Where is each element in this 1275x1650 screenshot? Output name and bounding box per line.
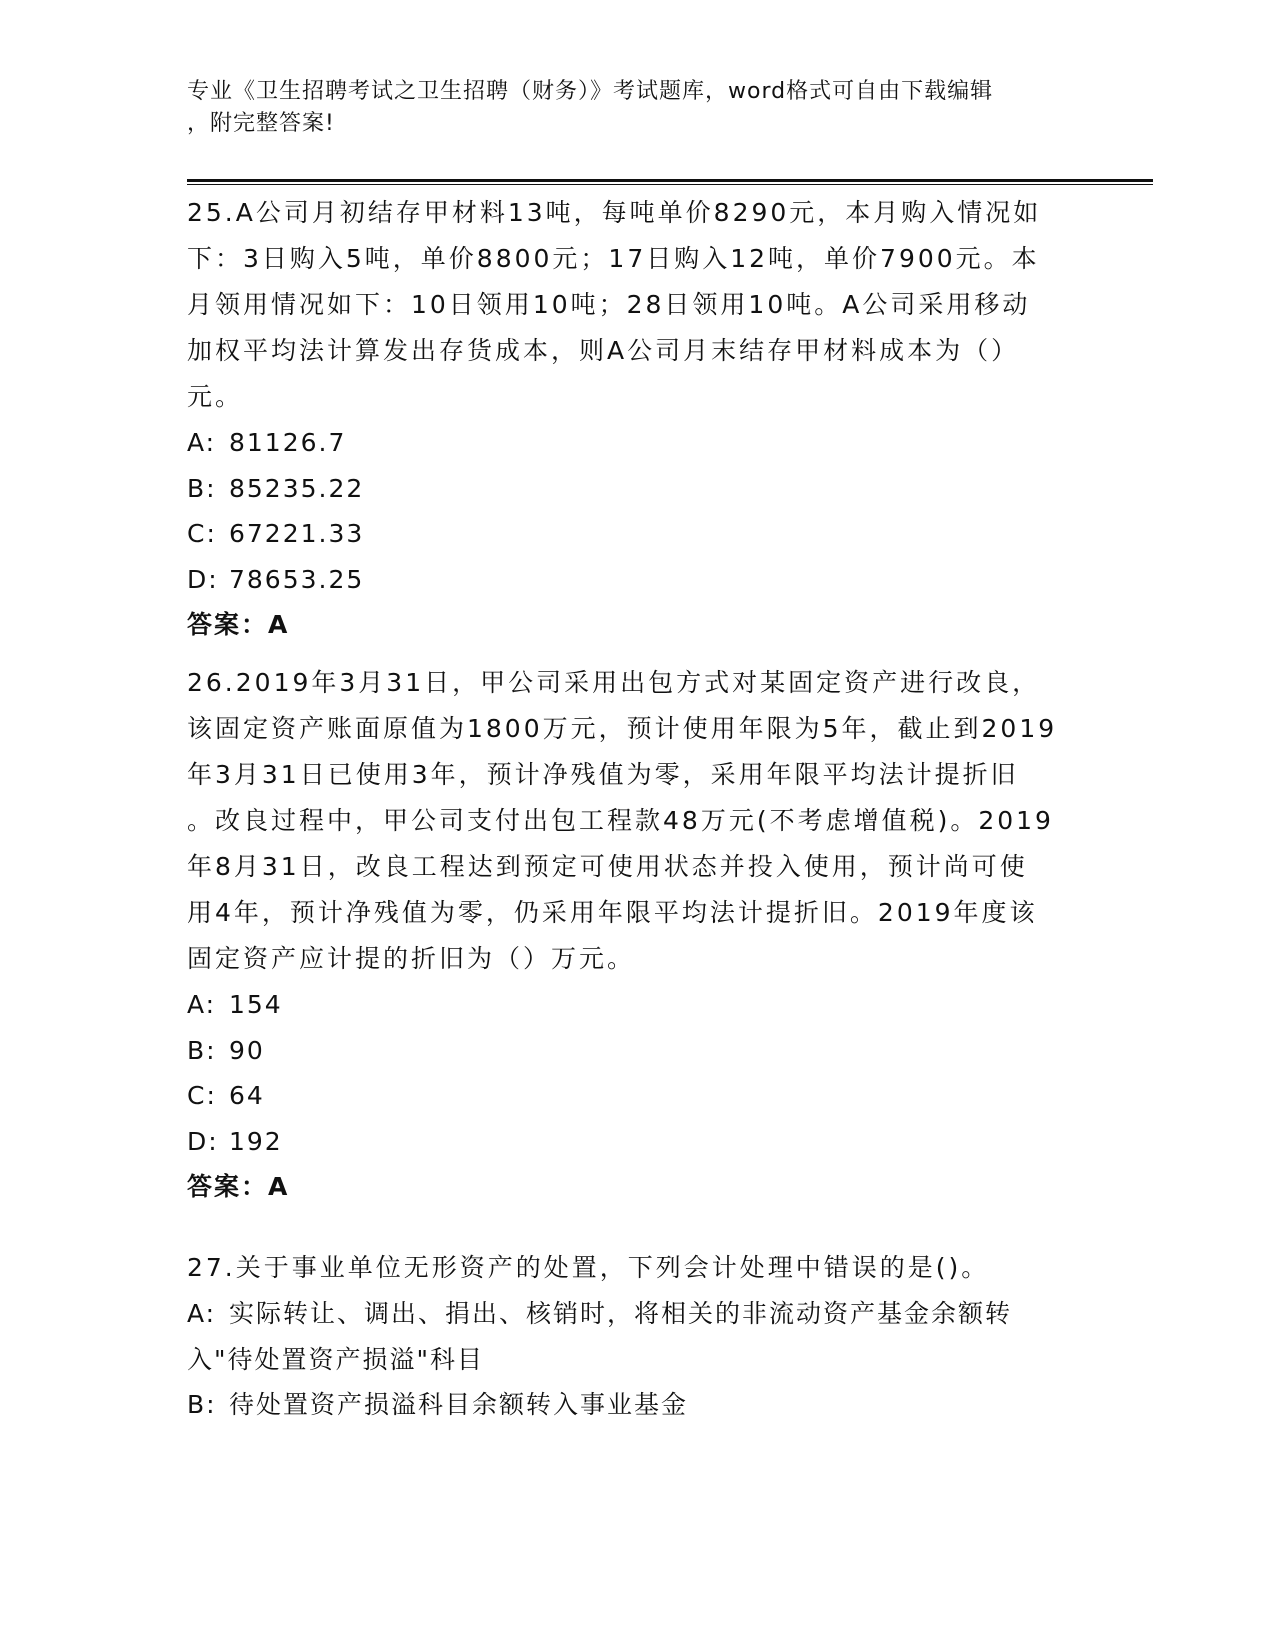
question-25 bbox=[187, 190, 1087, 648]
option-b bbox=[187, 1028, 1087, 1074]
option-b bbox=[187, 1382, 1087, 1428]
document-header bbox=[187, 76, 1087, 140]
option-a bbox=[187, 982, 1087, 1028]
option-text: 64 bbox=[229, 1081, 265, 1110]
option-c bbox=[187, 511, 1087, 557]
option-label: D: bbox=[187, 564, 219, 594]
answer-line: 答案：A bbox=[187, 1172, 290, 1201]
question-line: 27.关于事业单位无形资产的处置，下列会计处理中错误的是()。 bbox=[187, 1253, 990, 1282]
question-26 bbox=[187, 660, 1087, 1210]
option-label: D: bbox=[187, 1126, 219, 1156]
question-line: 用4年，预计净残值为零，仍采用年限平均法计提折旧。2019年度该 bbox=[187, 898, 1038, 927]
question-line: 元。 bbox=[187, 382, 244, 411]
answer-line: 答案：A bbox=[187, 610, 290, 639]
option-text: 待处置资产损溢科目余额转入事业基金 bbox=[229, 1390, 689, 1419]
option-label: C: bbox=[187, 519, 217, 548]
option-label: A: bbox=[187, 990, 217, 1019]
question-line: 下：3日购入5吨，单价8800元；17日购入12吨，单价7900元。本 bbox=[187, 244, 1040, 273]
option-c bbox=[187, 1073, 1087, 1119]
option-label: B: bbox=[187, 1390, 217, 1419]
option-a-continuation: 入"待处置资产损溢"科目 bbox=[187, 1344, 484, 1374]
option-text: 67221.33 bbox=[229, 519, 365, 548]
question-line: 26.2019年3月31日，甲公司采用出包方式对某固定资产进行改良， bbox=[187, 668, 1041, 697]
header-divider-thick bbox=[187, 179, 1153, 182]
option-text: 154 bbox=[229, 990, 283, 1019]
question-line: 。改良过程中，甲公司支付出包工程款48万元(不考虑增值税)。2019 bbox=[187, 806, 1054, 835]
question-line: 月领用情况如下：10日领用10吨；28日领用10吨。A公司采用移动 bbox=[187, 290, 1031, 319]
option-b bbox=[187, 466, 1087, 512]
header-divider-thin bbox=[187, 184, 1153, 185]
option-a bbox=[187, 420, 1087, 466]
question-line: 加权平均法计算发出存货成本，则A公司月末结存甲材料成本为（） bbox=[187, 336, 1020, 365]
question-line: 固定资产应计提的折旧为（）万元。 bbox=[187, 944, 636, 973]
option-a bbox=[187, 1291, 1087, 1337]
header-line-1: 专业《卫生招聘考试之卫生招聘（财务）》考试题库，word格式可自由下载编辑 bbox=[187, 79, 994, 104]
option-label: A: bbox=[187, 428, 217, 457]
option-text: 81126.7 bbox=[229, 428, 347, 457]
question-line: 年8月31日，改良工程达到预定可使用状态并投入使用，预计尚可使 bbox=[187, 852, 1028, 881]
option-text: 192 bbox=[229, 1126, 283, 1156]
option-label: B: bbox=[187, 1035, 217, 1065]
option-text: 90 bbox=[229, 1035, 265, 1065]
option-text: 78653.25 bbox=[229, 564, 365, 594]
option-label: A: bbox=[187, 1299, 217, 1328]
option-text: 85235.22 bbox=[229, 473, 365, 503]
option-label: C: bbox=[187, 1081, 217, 1110]
question-line: 该固定资产账面原值为1800万元，预计使用年限为5年，截止到2019 bbox=[187, 714, 1058, 743]
option-d bbox=[187, 557, 1087, 603]
question-line: 年3月31日已使用3年，预计净残值为零，采用年限平均法计提折旧 bbox=[187, 760, 1019, 789]
option-d bbox=[187, 1119, 1087, 1165]
option-label: B: bbox=[187, 473, 217, 503]
option-text: 实际转让、调出、捐出、核销时，将相关的非流动资产基金余额转 bbox=[229, 1299, 1013, 1328]
header-line-2: ，附完整答案! bbox=[187, 111, 335, 136]
question-line: 25.A公司月初结存甲材料13吨，每吨单价8290元，本月购入情况如 bbox=[187, 198, 1042, 227]
question-27 bbox=[187, 1245, 1087, 1428]
